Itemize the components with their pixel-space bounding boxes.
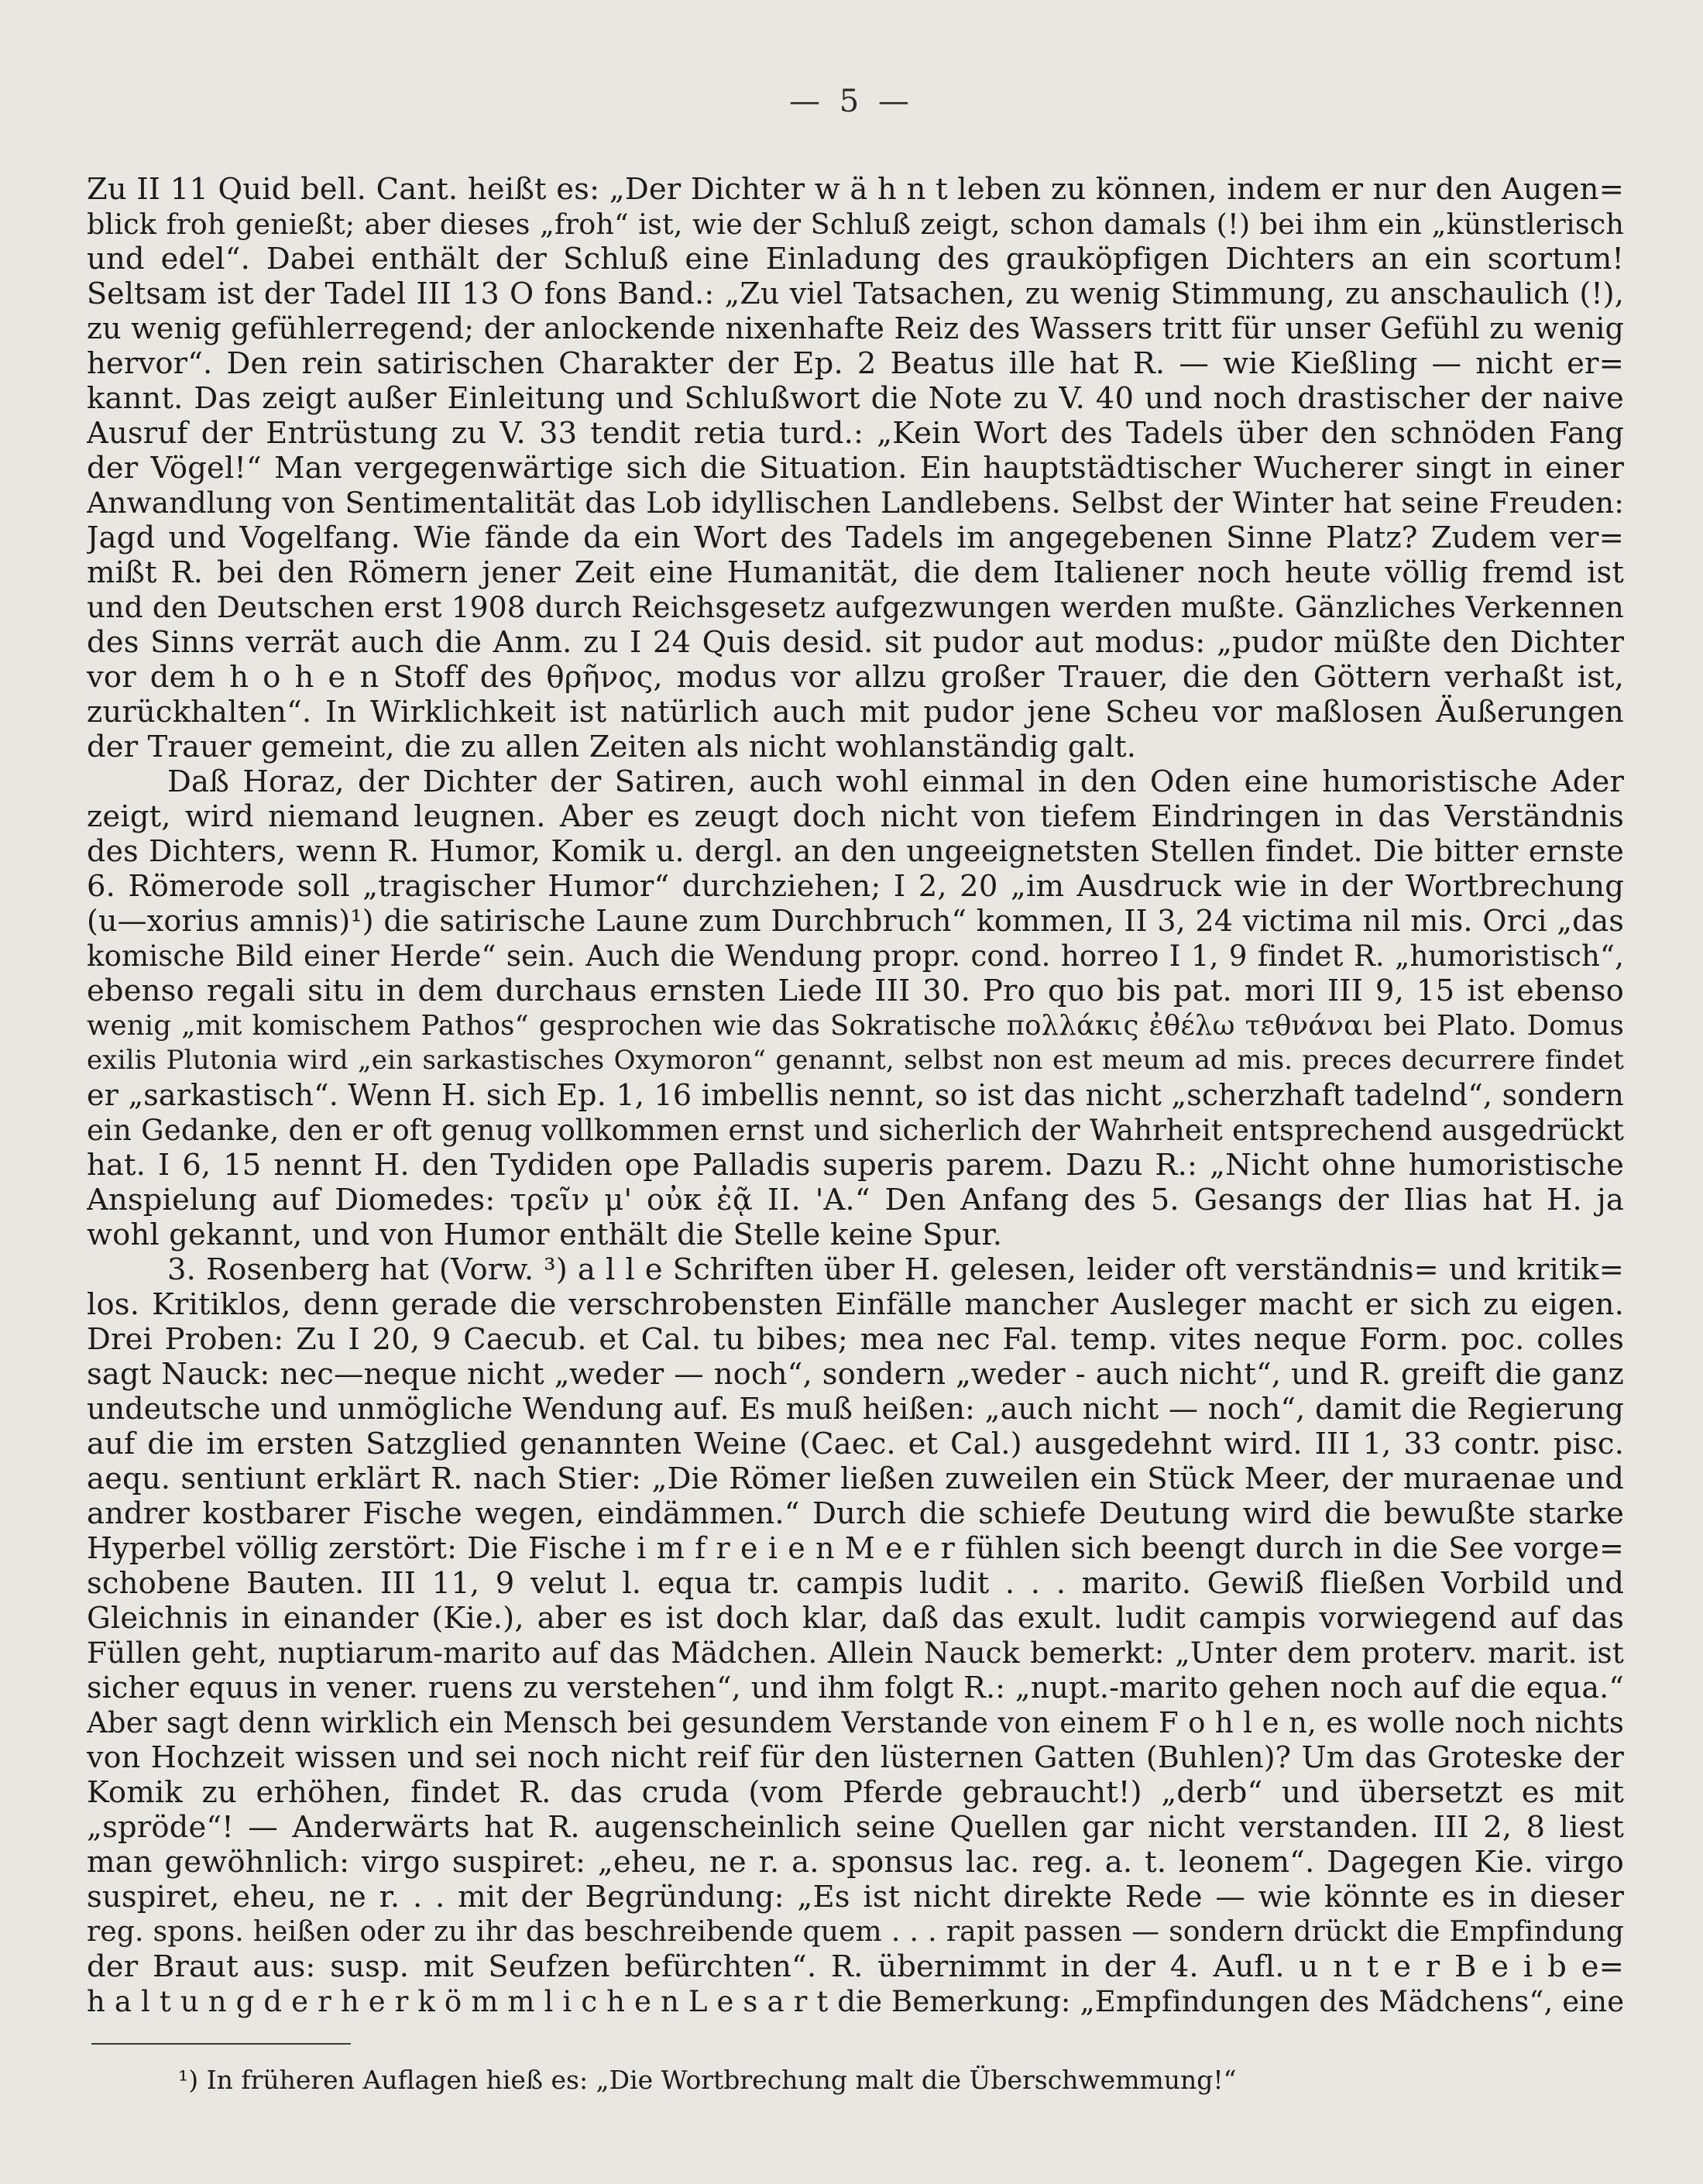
text-line: von Hochzeit wissen und sei noch nicht reif für den lüsternen Gatten (Buhlen)? Um das Groteske der (87, 1740, 1624, 1774)
text-line: zeigt, wird niemand leugnen. Aber es zeugt doch nicht von tiefem Eindringen in das Verständnis (87, 799, 1624, 834)
text-line: kannt. Das zeigt außer Einleitung und Schlußwort die Note zu V. 40 und noch drastischer der naive (87, 381, 1624, 416)
text-line: des Sinns verrät auch die Anm. zu I 24 Quis desid. sit pudor aut modus: „pudor müßte den Dichter (87, 625, 1624, 660)
text-line: er „sarkastisch“. Wenn H. sich Ep. 1, 16 imbellis nennt, so ist das nicht „scherzhaft tadelnd“, sondern (87, 1078, 1624, 1112)
text-line: vor dem h o h e n Stoff des θρῆνος, modus vor allzu großer Trauer, die den Göttern verhaßt ist, (87, 660, 1624, 695)
text-line: Füllen geht, nuptiarum-marito auf das Mädchen. Allein Nauck bemerkt: „Unter dem proterv. marit. ist (87, 1636, 1624, 1670)
text-line: Ausruf der Entrüstung zu V. 33 tendit retia turd.: „Kein Wort des Tadels über den schnöden Fang (87, 416, 1624, 451)
text-line: auf die im ersten Satzglied genannten Weine (Caec. et Cal.) ausgedehnt wird. III 1, 33 contr. pisc. (87, 1427, 1624, 1461)
text-line: Anwandlung von Sentimentalität das Lob idyllischen Landlebens. Selbst der Winter hat seine Freuden: (87, 486, 1624, 520)
text-line: Seltsam ist der Tadel III 13 O fons Band.: „Zu viel Tatsachen, zu wenig Stimmung, zu anschaulich (!), (87, 276, 1624, 311)
text-line: mißt R. bei den Römern jener Zeit eine Humanität, die dem Italiener noch heute völlig fremd ist (87, 555, 1624, 590)
text-line: des Dichters, wenn R. Humor, Komik u. dergl. an den ungeeignetsten Stellen findet. Die bitter ernste (87, 834, 1624, 868)
text-line: „spröde“! — Anderwärts hat R. augenscheinlich seine Quellen gar nicht verstanden. III 2, 8 liest (87, 1810, 1624, 1845)
body-text (87, 172, 1624, 2019)
text-line: 3. Rosenberg hat (Vorw. ³) a l l e Schriften über H. gelesen, leider oft verständnis= und kritik= (167, 1252, 1624, 1287)
text-line: wenig „mit komischem Pathos“ gesprochen wie das Sokratische πολλάκις ἐθέλω τεθνάναι bei Plato. Domus (87, 1010, 1624, 1042)
text-line: der Braut aus: susp. mit Seufzen befürchten“. R. übernimmt in der 4. Aufl. u n t e r B e i b e= (87, 1949, 1624, 1984)
text-line: Anspielung auf Diomedes: τρεῖν μ' οὐκ ἐᾷ II. 'A.“ Den Anfang des 5. Gesangs der Ilias hat H. ja (87, 1183, 1624, 1217)
text-line: man gewöhnlich: virgo suspiret: „eheu, ne r. a. sponsus lac. reg. a. t. leonem“. Dagegen Kie. virgo (87, 1845, 1624, 1880)
text-line: schobene Bauten. III 11, 9 velut l. equa tr. campis ludit . . . marito. Gewiß fließen Vorbild und (87, 1566, 1624, 1601)
text-line: undeutsche und unmögliche Wendung auf. Es muß heißen: „auch nicht — noch“, damit die Regierung (87, 1392, 1624, 1426)
text-line: wohl gekannt, und von Humor enthält die Stelle keine Spur. (87, 1217, 1003, 1252)
footnote-rule (91, 2043, 351, 2045)
text-line: Komik zu erhöhen, findet R. das cruda (vom Pferde gebraucht!) „derb“ und übersetzt es mit (87, 1775, 1624, 1810)
text-line: hat. I 6, 15 nennt H. den Tydiden ope Palladis superis parem. Dazu R.: „Nicht ohne humoristische (87, 1148, 1624, 1183)
text-line: und den Deutschen erst 1908 durch Reichsgesetz aufgezwungen werden mußte. Gänzliches Verkennen (87, 590, 1624, 624)
text-line: Aber sagt denn wirklich ein Mensch bei gesundem Verstande von einem F o h l e n, es wolle noch nichts (87, 1706, 1624, 1739)
text-line: Zu II 11 Quid bell. Cant. heißt es: „Der Dichter w ä h n t leben zu können, indem er nur den Augen= (87, 172, 1624, 207)
text-line: andrer kostbarer Fische wegen, eindämmen.“ Durch die schiefe Deutung wird die bewußte starke (87, 1496, 1624, 1531)
text-line: ein Gedanke, den er oft genug vollkommen ernst und sicherlich der Wahrheit entsprechend ausgedrückt (87, 1114, 1624, 1147)
text-line: los. Kritiklos, denn gerade die verschrobensten Einfälle mancher Ausleger macht er sich zu eigen. (87, 1287, 1624, 1322)
text-line: zu wenig gefühlerregend; der anlockende nixenhafte Reiz des Wassers tritt für unser Gefühl zu wenig (87, 311, 1624, 345)
page-number: — 5 — (789, 84, 914, 119)
text-line: Daß Horaz, der Dichter der Satiren, auch wohl einmal in den Oden eine humoristische Ader (167, 764, 1624, 799)
text-line: hervor“. Den rein satirischen Charakter der Ep. 2 Beatus ille hat R. — wie Kießling — nicht er= (87, 346, 1624, 381)
text-line: exilis Plutonia wird „ein sarkastisches Oxymoron“ genannt, selbst non est meum ad mis. preces decurrere findet (87, 1045, 1624, 1076)
text-line: Jagd und Vogelfang. Wie fände da ein Wort des Tadels im angegebenen Sinne Platz? Zudem ver= (87, 520, 1624, 555)
text-line: Gleichnis in einander (Kie.), aber es ist doch klar, daß das exult. ludit campis vorwiegend auf das (87, 1601, 1624, 1636)
text-line: h a l t u n g d e r h e r k ö m m l i c h e n L e s a r t die Bemerkung: „Empfindungen des Mädchens“, eine (87, 1985, 1624, 2018)
text-line: zurückhalten“. In Wirklichkeit ist natürlich auch mit pudor jene Scheu vor maßlosen Äußerungen (87, 695, 1624, 730)
text-line: ebenso regali situ in dem durchaus ernsten Liede III 30. Pro quo bis pat. mori III 9, 15 ist ebenso (87, 974, 1624, 1008)
text-line: komische Bild einer Herde“ sein. Auch die Wendung propr. cond. horreo I 1, 9 findet R. „humoristisch“, (87, 939, 1624, 973)
text-line: 6. Römerode soll „tragischer Humor“ durchziehen; I 2, 20 „im Ausdruck wie in der Wortbrechung (87, 869, 1624, 904)
text-line: blick froh genießt; aber dieses „froh“ ist, wie der Schluß zeigt, schon damals (!) bei ihm ein „künstlerisch (87, 208, 1624, 241)
text-line: suspiret, eheu, ne r. . . mit der Begründung: „Es ist nicht direkte Rede — wie könnte es in dieser (87, 1880, 1624, 1914)
text-line: der Trauer gemeint, die zu allen Zeiten als nicht wohlanständig galt. (87, 730, 1137, 764)
text-line: (u—xorius amnis)¹) die satirische Laune zum Durchbruch“ kommen, II 3, 24 victima nil mis. Orci „das (87, 904, 1624, 938)
text-line: Hyperbel völlig zerstört: Die Fische i m f r e i e n M e e r fühlen sich beengt durch in die See vorge= (87, 1531, 1624, 1565)
text-line: sagt Nauck: nec—neque nicht „weder — noch“, sondern „weder - auch nicht“, und R. greift die ganz (87, 1357, 1624, 1392)
text-line: der Vögel!“ Man vergegenwärtige sich die Situation. Ein hauptstädtischer Wucherer singt in einer (87, 451, 1624, 486)
text-line: reg. spons. heißen oder zu ihr das beschreibende quem . . . rapit passen — sondern drückt die Empfindung (87, 1916, 1624, 1948)
text-line: sicher equus in vener. ruens zu verstehen“, und ihm folgt R.: „nupt.-marito gehen noch auf die equa.“ (87, 1671, 1624, 1705)
text-line: aequ. sentiunt erklärt R. nach Stier: „Die Römer ließen zuweilen ein Stück Meer, der muraenae und (87, 1461, 1624, 1496)
text-line: und edel“. Dabei enthält der Schluß eine Einladung des grauköpfigen Dichters an ein scortum! (87, 242, 1624, 276)
text-line: Drei Proben: Zu I 20, 9 Caecub. et Cal. tu bibes; mea nec Fal. temp. vites neque Form. poc. colles (87, 1322, 1624, 1357)
footnote: ¹) In früheren Auflagen hieß es: „Die Wortbrechung malt die Überschwemmung!“ (178, 2065, 1237, 2095)
